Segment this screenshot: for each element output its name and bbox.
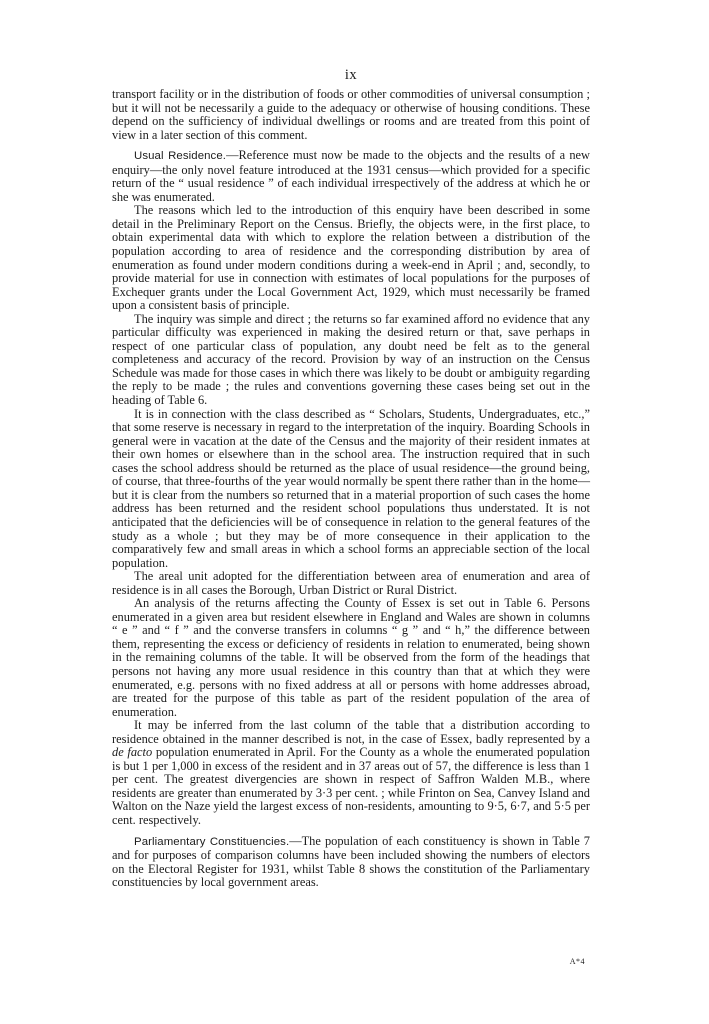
paragraph-scholars [112,408,590,571]
paragraph-usual-residence [112,149,590,204]
paragraph-text: It is in connection with the class described as “ Scholars, Students, Undergraduates, etc.,” that some reserve is necessary in regard to the interpretation of the inquiry. Boarding Schools in general were in vacation at the date of the Census and the majority of their resident inmates at their own homes or elsewhere than in the school area. The instruction required that in such cases the school address should be returned as the place of usual residence—the ground being, of course, that three-fourths of the year would normally be spent there rather than in the home—but it is clear from the numbers so returned that in a material proportion of such cases the home address has been returned and the resident school populations thus understated. It is not anticipated that the deficiencies will be of consequence in relation to the general features of the study as a whole ; but they may be of more consequence in their application to the comparatively few and small areas in which a school forms an appreciable section of the local population. [112,406,590,570]
paragraph-text-before-italic: It may be inferred from the last column of the table that a distribution according to residence obtained in the manner described is not, in the case of Essex, badly represented by a [112,718,590,746]
signature-mark: A*4 [569,957,585,966]
section-heading-parliamentary: Parliamentary Constituencies. [134,835,290,848]
section-heading-usual-residence: Usual Residence. [134,150,227,163]
paragraph-reasons [112,204,590,312]
paragraph-essex-analysis [112,597,590,719]
paragraph-areal-unit [112,570,590,597]
paragraph-inquiry [112,313,590,408]
paragraph-text: transport facility or in the distribution of foods or other commodities of universal consumption ; but it will not be necessarily a guide to the adequacy or otherwise of housing conditions. These depend on the sufficiency of individual dwellings or rooms and are treated from this point of view in a later section of this comment. [112,87,590,142]
paragraph-text: —The population of each constituency is shown in Table 7 and for purposes of comparison columns have been included showing the numbers of electors on the Electoral Register for 1931, whilst Table 8 shows the constitution of the Parliamentary constituencies by local government areas. [112,833,590,890]
paragraph-parliamentary [112,835,590,890]
paragraph-housing-continuation [112,88,590,142]
document-page [112,66,590,890]
paragraph-text: An analysis of the returns affecting the County of Essex is set out in Table 6. Persons enumerated in a given area but resident elsewhere in England and Wales are shown in columns “ e ” and “ f ” and the converse transfers in columns “ g ” and “ h,” the difference between them, representing the excess or deficiency of residents in relation to enumerated, being shown in the remaining columns of the table. It will be observed from the form of the headings that persons not having any more usual residence in this country than that at which they were enumerated, e.g. persons with no fixed address at all or persons with home addresses abroad, are treated for the purpose of this table as part of the resident population of the area of enumeration. [112,596,590,719]
paragraph-text: The reasons which led to the introduction of this enquiry have been described in some detail in the Preliminary Report on the Census. Briefly, the objects were, in the first place, to obtain experimental data with which to explore the relation between a distribution of the population according to area of residence and the corresponding distribution by area of enumeration as found under modern conditions during a week-end in April ; and, secondly, to provide material for use in connection with estimates of local populations for the purposes of Exchequer grants under the Local Government Act, 1929, which must necessarily be framed upon a consistent basis of principle. [112,203,590,313]
italic-term: de facto [112,745,153,760]
paragraph-text: The areal unit adopted for the differentiation between area of enumeration and area of residence is in all cases the Borough, Urban District or Rural District. [112,569,590,597]
paragraph-text: population enumerated in April. For the County as a whole the enumerated population is but 1 per 1,000 in excess of the resident and in 37 areas out of 57, the difference is less than 1 per cent. The greatest divergencies are shown in respect of Saffron Walden M.B., where residents are greater than enumerated by 3·3 per cent. ; while Frinton on Sea, Canvey Island and Walton on the Naze yield the largest excess of non-residents, amounting to 9·5, 6·7, and 5·5 per cent. respectively. [112,745,590,827]
paragraph-text: The inquiry was simple and direct ; the returns so far examined afford no evidence that any particular difficulty was experienced in making the desired return or that, save perhaps in respect of one particular class of population, any doubt need be felt as to the general completeness and accuracy of the record. Provision by way of an instruction on the Census Schedule was made for those cases in which there was likely to be doubt or ambiguity regarding the reply to be made ; the rules and conventions governing these cases being set out in the heading of Table 6. [112,311,590,408]
paragraph-text: —Reference must now be made to the objects and the results of a new enquiry—the only novel feature introduced at the 1931 census—which provided for a specific return of the “ usual residence ” of each individual irrespectively of the address at which he or she was enumerated. [112,148,590,204]
paragraph-distribution [112,719,590,827]
page-number: ix [344,67,358,83]
